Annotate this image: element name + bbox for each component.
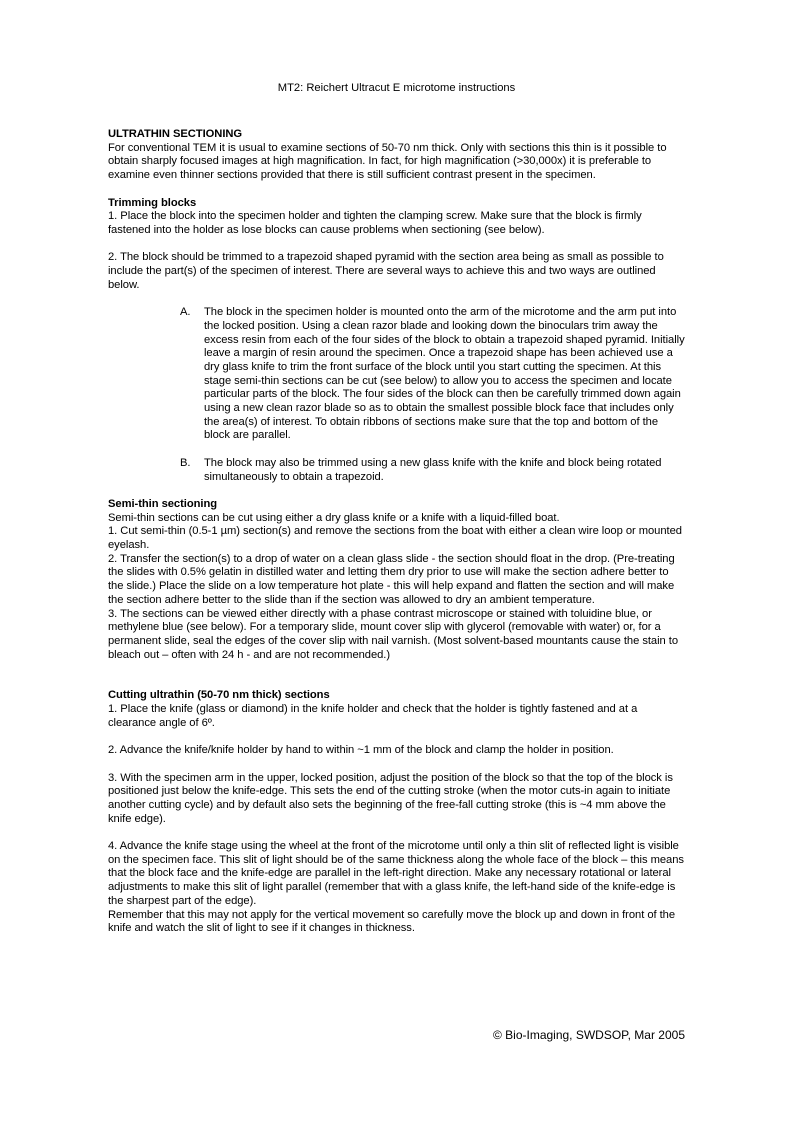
cutting-step-1: 1. Place the knife (glass or diamond) in the knife holder and check that the holder is tightly fastened and at a clearance angle of 6º. xyxy=(108,703,638,729)
document-body xyxy=(108,128,686,936)
semithin-step-1: 1. Cut semi-thin (0.5-1 µm) section(s) and remove the sections from the boat with either a clean wire loop or mounted eyelash. xyxy=(108,525,682,552)
trimming-option-b xyxy=(180,456,686,484)
list-marker: A. xyxy=(180,306,191,319)
trimming-step-1: 1. Place the block into the specimen holder and tighten the clamping screw. Make sure that the block is firmly fastened into the holder as lose blocks can cause problems when sectioning (see below). xyxy=(108,210,642,236)
ultrathin-intro-paragraph: For conventional TEM it is usual to examine sections of 50-70 nm thick. Only with sections this thin is it possible to obtain sharply focused images at high magnification. In fact, for high magnification (>30,000x) it is preferable to examine even thinner sections provided that there is still sufficient contrast present in the specimen. xyxy=(108,141,667,182)
section-heading-cutting: Cutting ultrathin (50-70 nm thick) sections xyxy=(108,689,330,702)
cutting-step-4: 4. Advance the knife stage using the wheel at the front of the microtome until only a thin slit of reflected light is visible on the specimen face. This slit of light should be of the same thickness along the whole face of the block – this means that the block face and the knife-edge are parallel in the left-right direction. Make any necessary rotational or lateral adjustments to make this slit of light parallel (remember that with a glass knife, the left-hand side of the knife-edge is the sharpest part of the edge). xyxy=(108,840,684,907)
cutting-step-3: 3. With the specimen arm in the upper, locked position, adjust the position of the block so that the top of the block is positioned just below the knife-edge. This sets the end of the cutting stroke (when the motor cuts-in again to initiate another cutting cycle) and by default also sets the beginning of the free-fall cutting stroke (this is ~4 mm above the knife edge). xyxy=(108,771,673,825)
document-header: MT2: Reichert Ultracut E microtome instructions xyxy=(277,82,516,94)
copyright-footer: © Bio-Imaging, SWDSOP, Mar 2005 xyxy=(492,1028,685,1042)
trimming-option-a xyxy=(180,306,686,443)
cutting-reminder: Remember that this may not apply for the vertical movement so carefully move the block up and down in front of the knife and watch the slit of light to see if it changes in thickness. xyxy=(108,908,676,935)
section-heading-ultrathin: ULTRATHIN SECTIONING xyxy=(108,128,243,140)
semithin-step-2: 2. Transfer the section(s) to a drop of water on a clean glass slide - the section should float in the drop. (Pre-treating the slides with 0.5% gelatin in distilled water and letting them dry prior to use will make the section adhere better to the slide.) Place the slide on a low temperature hot plate - this will help expand and flatten the section and will make the section adhere better to the slide than if the section was allowed to dry an ambient temperature. xyxy=(108,552,675,606)
trimming-option-text: The block may also be trimmed using a new glass knife with the knife and block being rotated simultaneously to obtain a trapezoid. xyxy=(204,456,662,483)
trimming-option-text: The block in the specimen holder is mounted onto the arm of the microtome and the arm put into the locked position. Using a clean razor blade and looking down the binoculars trim away the excess resin from each of the four sides of the block to obtain a trapezoid shaped pyramid. Initially leave a margin of resin around the specimen. Once a trapezoid shape has been achieved use a dry glass knife to trim the front surface of the block until you start cutting the specimen. At this stage semi-thin sections can be cut (see below) to allow you to access the specimen and locate particular parts of the block. The four sides of the block can then be carefully trimmed down again using a new clean razor blade so as to obtain the smallest possible block face that includes only the area(s) of interest. To obtain ribbons of sections make sure that the top and bottom of the block are parallel. xyxy=(204,306,685,442)
trimming-step-2: 2. The block should be trimmed to a trapezoid shaped pyramid with the section area being as small as possible to include the part(s) of the specimen of interest. There are several ways to achieve this and two ways are outlined below. xyxy=(108,251,664,291)
section-heading-semithin: Semi-thin sectioning xyxy=(108,497,218,510)
semithin-step-3: 3. The sections can be viewed either directly with a phase contrast microscope or stained with toluidine blue, or methylene blue (see below). For a temporary slide, mount cover slip with glycerol (removable with water) or, for a permanent slide, seal the edges of the cover slip with nail varnish. (Most solvent-based mountants cause the stain to bleach out – often with 24 h - and are not recommended.) xyxy=(108,607,678,661)
semithin-intro: Semi-thin sections can be cut using either a dry glass knife or a knife with a liquid-filled boat. xyxy=(108,511,560,524)
section-heading-trimming: Trimming blocks xyxy=(108,196,197,209)
cutting-step-2: 2. Advance the knife/knife holder by hand to within ~1 mm of the block and clamp the holder in position. xyxy=(108,744,614,757)
list-marker: B. xyxy=(180,456,191,469)
